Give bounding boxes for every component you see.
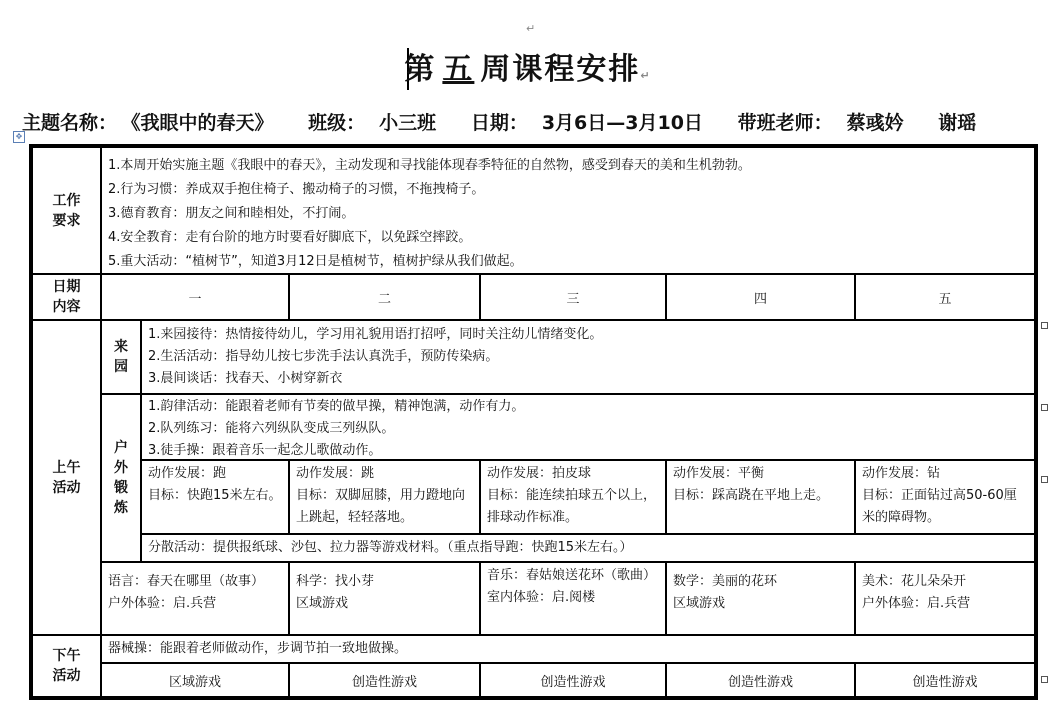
scattered-activity-text: 分散活动：提供报纸球、沙包、拉力器等游戏材料。（重点指导跑：快跑15米左右。） <box>148 540 633 555</box>
class-cell-1[interactable] <box>101 562 289 635</box>
activity-1-goal: 目标：快跑15米左右。 <box>148 488 282 503</box>
arrival-label-cell <box>101 320 141 394</box>
work-line-2: 2.行为习惯：养成双手抱住椅子、搬动椅子的习惯，不拖拽椅子。 <box>108 182 485 197</box>
day-4-label: 四 <box>753 291 767 307</box>
work-label-cell <box>32 147 101 274</box>
teacher-label: 带班老师： <box>737 112 833 134</box>
outdoor-line-1: 1.韵律活动：能跟着老师有节奏的做早操，精神饱满，动作有力。 <box>148 399 525 414</box>
game-3-label: 创造性游戏 <box>540 674 606 690</box>
morning-label: 上午活动 <box>52 459 81 496</box>
activity-4-skill: 动作发展：平衡 <box>673 466 765 481</box>
title-prefix: 第 <box>404 52 437 87</box>
outdoor-label-cell <box>101 394 141 562</box>
equipment-cell[interactable] <box>101 635 1035 663</box>
day-3-label: 三 <box>566 291 580 307</box>
game-5-label: 创造性游戏 <box>912 674 978 690</box>
page-title <box>0 44 1056 88</box>
class-4-line-1: 数学：美丽的花环 <box>673 574 778 589</box>
day-2-label: 二 <box>377 291 391 307</box>
equipment-text: 器械操：能跟着老师做动作，步调节拍一致地做操。 <box>108 641 408 656</box>
row-end-marker <box>1041 404 1048 411</box>
class-1-line-2: 户外体验：启.兵营 <box>108 596 217 611</box>
theme-label: 主题名称： <box>22 112 118 134</box>
work-line-5: 5.重大活动：“植树节”，知道3月12日是植树节，植树护绿从我们做起。 <box>108 254 523 269</box>
scattered-activity-cell[interactable] <box>141 534 1035 562</box>
arrival-content-cell[interactable] <box>141 320 1035 394</box>
work-line-4: 4.安全教育：走有台阶的地方时要看好脚底下，以免踩空摔跤。 <box>108 230 472 245</box>
activity-cell-3[interactable] <box>480 460 666 534</box>
game-cell-4[interactable] <box>666 663 855 697</box>
class-2-line-2: 区域游戏 <box>296 596 349 611</box>
outdoor-line-3: 3.徒手操：跟着音乐一起念儿歌做动作。 <box>148 443 382 458</box>
work-content-cell[interactable] <box>101 147 1035 274</box>
title-suffix: 周课程安排 <box>480 52 641 87</box>
class-2-line-1: 科学：找小芽 <box>296 574 375 589</box>
outdoor-line-2: 2.队列练习：能将六列纵队变成三列纵队。 <box>148 421 395 436</box>
class-1-line-1: 语言：春天在哪里（故事） <box>108 574 265 589</box>
paragraph-mark: ↵ <box>640 69 652 82</box>
days-label: 日期内容 <box>52 279 81 315</box>
activity-2-skill: 动作发展：跳 <box>296 466 375 481</box>
day-header-1[interactable] <box>101 274 289 320</box>
work-label: 工作要求 <box>52 192 81 229</box>
activity-4-goal: 目标：踩高跷在平地上走。 <box>673 488 830 503</box>
teacher-name-2: 谢瑶 <box>938 112 977 134</box>
afternoon-label: 下午活动 <box>52 648 81 684</box>
class-3-line-1: 音乐：春姑娘送花环（歌曲） <box>487 568 657 583</box>
game-1-label: 区域游戏 <box>168 674 221 690</box>
activity-1-skill: 动作发展：跑 <box>148 466 227 481</box>
game-cell-5[interactable] <box>855 663 1035 697</box>
class-cell-3[interactable] <box>480 562 666 635</box>
work-line-3: 3.德育教育：朋友之间和睦相处，不打闹。 <box>108 206 355 221</box>
class-cell-4[interactable] <box>666 562 855 635</box>
class-label: 班级： <box>308 112 366 134</box>
class-value: 小三班 <box>379 112 437 134</box>
schedule-table <box>29 144 1038 700</box>
class-3-line-2: 室内体验：启.阅楼 <box>487 590 596 605</box>
arrival-label: 来园 <box>114 339 128 375</box>
game-4-label: 创造性游戏 <box>727 674 793 690</box>
activity-cell-5[interactable] <box>855 460 1035 534</box>
table-move-handle-icon[interactable]: ✥ <box>13 131 25 143</box>
day-header-5[interactable] <box>855 274 1035 320</box>
class-5-line-2: 户外体验：启.兵营 <box>862 596 971 611</box>
activity-5-goal: 目标：正面钻过高50-60厘米的障碍物。 <box>862 488 1017 525</box>
class-cell-5[interactable] <box>855 562 1035 635</box>
activity-3-skill: 动作发展：拍皮球 <box>487 466 592 481</box>
title-week-number[interactable]: 五 <box>442 52 475 87</box>
day-5-label: 五 <box>938 291 952 307</box>
work-line-1: 1.本周开始实施主题《我眼中的春天》，主动发现和寻找能体现春季特征的自然物，感受到春天的美和生机勃勃。 <box>108 158 751 173</box>
activity-3-goal: 目标：能连续拍球五个以上，排球动作标准。 <box>487 488 657 525</box>
day-header-4[interactable] <box>666 274 855 320</box>
theme-value: 《我眼中的春天》 <box>131 112 274 134</box>
game-cell-2[interactable] <box>289 663 480 697</box>
activity-cell-2[interactable] <box>289 460 480 534</box>
day-header-3[interactable] <box>480 274 666 320</box>
day-header-2[interactable] <box>289 274 480 320</box>
game-cell-3[interactable] <box>480 663 666 697</box>
row-end-marker <box>1041 476 1048 483</box>
day-1-label: 一 <box>188 291 202 307</box>
activity-2-goal: 目标：双脚屈膝，用力蹬地向上跳起，轻轻落地。 <box>296 488 466 525</box>
paragraph-mark: ↵ <box>526 22 536 35</box>
table-resize-handle-icon[interactable] <box>1041 676 1048 683</box>
activity-5-skill: 动作发展：钻 <box>862 466 941 481</box>
date-value: 3月6日—3月10日 <box>541 112 703 134</box>
game-cell-1[interactable] <box>101 663 289 697</box>
arrival-line-2: 2.生活活动：指导幼儿按七步洗手法认真洗手，预防传染病。 <box>148 349 499 364</box>
date-label: 日期： <box>470 112 528 134</box>
arrival-line-3: 3.晨间谈话：找春天、小树穿新衣 <box>148 371 343 386</box>
outdoor-label: 户外锻炼 <box>114 440 128 516</box>
activity-cell-4[interactable] <box>666 460 855 534</box>
class-4-line-2: 区域游戏 <box>673 596 726 611</box>
arrival-line-1: 1.来园接待：热情接待幼儿，学习用礼貌用语打招呼，同时关注幼儿情绪变化。 <box>148 327 603 342</box>
game-2-label: 创造性游戏 <box>351 674 417 690</box>
days-label-cell <box>32 274 101 320</box>
class-5-line-1: 美术：花儿朵朵开 <box>862 574 967 589</box>
afternoon-label-cell <box>32 635 101 697</box>
class-cell-2[interactable] <box>289 562 480 635</box>
outdoor-content-cell[interactable] <box>141 394 1035 460</box>
teacher-name-1: 蔡彧妗 <box>846 112 904 134</box>
morning-label-cell <box>32 320 101 635</box>
row-end-marker <box>1041 322 1048 329</box>
header-info-line <box>22 108 990 135</box>
activity-cell-1[interactable] <box>141 460 289 534</box>
